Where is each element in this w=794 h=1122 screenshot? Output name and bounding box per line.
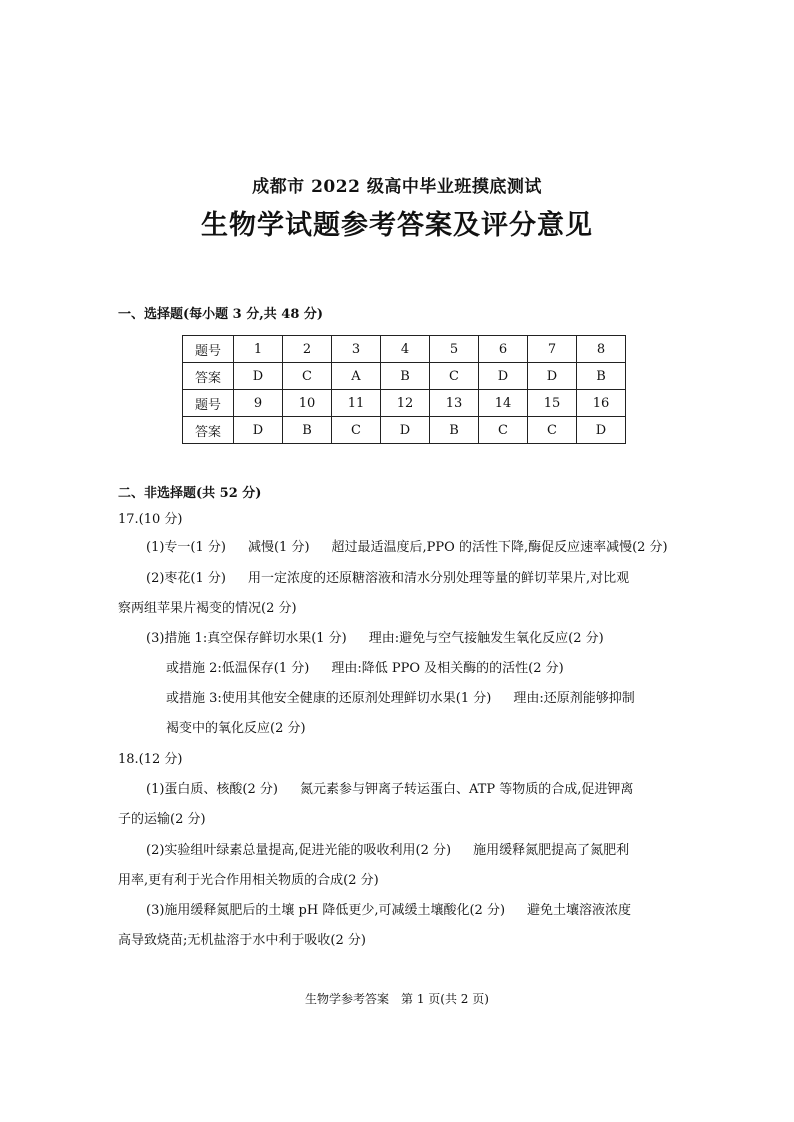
answer-table-cell: 6 [479,336,528,363]
answer-table-cell: 2 [283,336,332,363]
q17-part3-measure3 [166,691,635,707]
q17-p3c: 或措施 2:低温保存(1 分) [166,661,310,676]
answer-table-cell: 3 [332,336,381,363]
answer-table-cell: 8 [577,336,626,363]
q17-number: 17.(10 分) [118,512,183,527]
q17-p2a: (2)枣花(1 分) [146,571,226,586]
q18-part1 [146,782,633,798]
exam-title: 成都市 2022 级高中毕业班摸底测试 [252,177,542,197]
q18-p1a: (1)蛋白质、核酸(2 分) [146,782,278,797]
answer-table-cell: C [283,363,332,390]
answer-table-cell: D [528,363,577,390]
answer-table-row-label: 题号 [183,336,234,363]
answer-table-row [183,390,626,417]
answer-table-cell: C [332,417,381,444]
q18-part2 [146,843,629,859]
q17-p1c: 超过最适温度后,PPO 的活性下降,酶促反应速率减慢(2 分) [331,540,668,555]
answer-table-row [183,417,626,444]
answer-table-cell: 9 [234,390,283,417]
q17-part1 [146,540,668,556]
answer-table-row-label: 答案 [183,363,234,390]
q17-part3-measure1 [146,631,604,647]
document-title: 生物学试题参考答案及评分意见 [201,210,593,241]
q18-p3c: 高导致烧苗;无机盐溶于水中利于吸收(2 分) [118,933,366,948]
section1-heading: 一、选择题(每小题 3 分,共 48 分) [118,307,324,322]
q18-p1c: 子的运输(2 分) [118,812,206,827]
answer-table [182,335,626,444]
q17-p3b: 理由:避免与空气接触发生氧化反应(2 分) [368,631,604,646]
answer-table-row [183,363,626,390]
q18-p2b: 施用缓释氮肥提高了氮肥利 [473,843,630,858]
answer-table-row-label: 答案 [183,417,234,444]
answer-table-cell: 7 [528,336,577,363]
q17-p3d: 理由:降低 PPO 及相关酶的的活性(2 分) [331,661,564,676]
answer-table-cell: 13 [430,390,479,417]
q17-p1a: (1)专一(1 分) [146,540,226,555]
q18-p3a: (3)施用缓释氮肥后的土壤 pH 降低更少,可减缓土壤酸化(2 分) [146,903,506,918]
answer-table-cell: D [479,363,528,390]
answer-table-cell: D [577,417,626,444]
q17-p1b: 减慢(1 分) [247,540,310,555]
section2-heading: 二、非选择题(共 52 分) [118,486,262,501]
answer-table-cell: 12 [381,390,430,417]
answer-table-cell: C [528,417,577,444]
q18-p3b: 避免土壤溶液浓度 [527,903,632,918]
q17-p3g: 褐变中的氧化反应(2 分) [166,721,306,736]
answer-table-cell: 5 [430,336,479,363]
q17-p2c: 察两组苹果片褐变的情况(2 分) [118,601,297,616]
answer-table-row [183,336,626,363]
answer-table-cell: 1 [234,336,283,363]
q17-p3f: 理由:还原剂能够抑制 [513,691,635,706]
answer-table-cell: D [234,363,283,390]
answer-table-cell: B [283,417,332,444]
answer-table-cell: 15 [528,390,577,417]
answer-table-cell: 16 [577,390,626,417]
answer-table-cell: C [430,363,479,390]
q17-p3a: (3)措施 1:真空保存鲜切水果(1 分) [146,631,347,646]
answer-table-cell: B [381,363,430,390]
q18-p2a: (2)实验组叶绿素总量提高,促进光能的吸收利用(2 分) [146,843,452,858]
q17-part3-measure2 [166,661,564,677]
q18-p1b: 氮元素参与钾离子转运蛋白、ATP 等物质的合成,促进钾离 [299,782,634,797]
q18-part3 [146,903,631,919]
answer-table-cell: 4 [381,336,430,363]
q17-part2 [146,571,629,587]
answer-table-row-label: 题号 [183,390,234,417]
answer-table-cell: 10 [283,390,332,417]
q18-number: 18.(12 分) [118,752,183,767]
answer-table-cell: A [332,363,381,390]
answer-table-cell: 11 [332,390,381,417]
answer-table-cell: 14 [479,390,528,417]
q17-p3e: 或措施 3:使用其他安全健康的还原剂处理鲜切水果(1 分) [166,691,492,706]
answer-table-cell: D [234,417,283,444]
q18-p2c: 用率,更有利于光合作用相关物质的合成(2 分) [118,873,379,888]
page-footer: 生物学参考答案 第 1 页(共 2 页) [305,992,489,1006]
q17-p2b: 用一定浓度的还原糖溶液和清水分别处理等量的鲜切苹果片,对比观 [247,571,630,586]
answer-table-cell: C [479,417,528,444]
answer-table-cell: D [381,417,430,444]
answer-table-cell: B [430,417,479,444]
answer-table-cell: B [577,363,626,390]
